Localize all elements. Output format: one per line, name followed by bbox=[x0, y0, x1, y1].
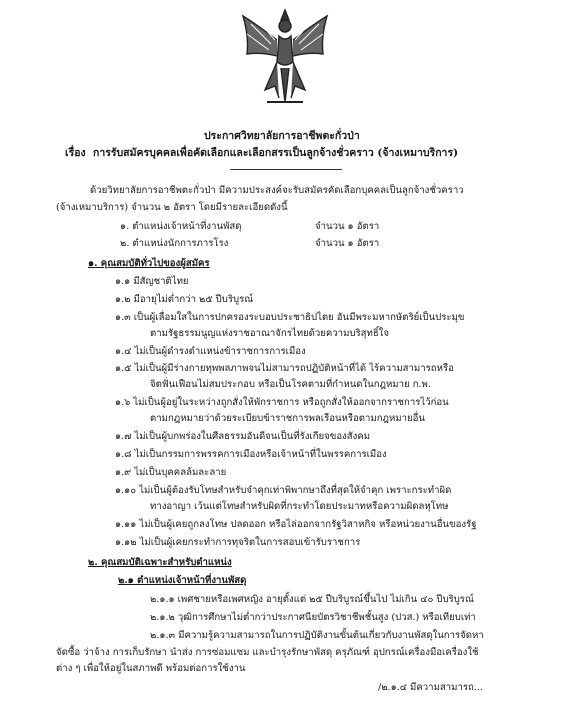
s2-item-cont: ต่าง ๆ เพื่อให้อยู่ในสภาพดี พร้อมต่อการใช้งาน bbox=[56, 663, 246, 674]
s1-item: ๑.๖ ไม่เป็นผู้อยู่ในระหว่างถูกสั่งให้พักราชการ หรือถูกสั่งให้ออกจากราชการไว้ก่อน bbox=[115, 397, 449, 408]
position-1-label: ๑. ตำแหน่งเจ้าหน้าที่งานพัสดุ bbox=[120, 221, 242, 232]
position-1-count: จำนวน ๑ อัตรา bbox=[315, 221, 380, 232]
section-2-1-heading: ๒.๑ ตำแหน่งเจ้าหน้าที่งานพัสดุ bbox=[118, 575, 247, 586]
s1-item: ๑.๕ ไม่เป็นผู้มีร่างกายทุพพลภาพจนไม่สามารถปฏิบัติหน้าที่ได้ ไร้ความสามารถหรือ bbox=[115, 363, 454, 374]
subject-text: การรับสมัครบุคคลเพื่อคัดเลือกและเลือกสรรเป็นลูกจ้างชั่วคราว (จ้างเหมาบริการ) bbox=[92, 147, 459, 159]
intro-line-1: ด้วยวิทยาลัยการอาชีพตะกั่วป่า มีความประสงค์จะรับสมัครคัดเลือกบุคคลเป็นลูกจ้างชั่วคราว bbox=[90, 185, 464, 196]
s1-item-cont: จิตฟั่นเฟือนไม่สมประกอบ หรือเป็นโรคตามที่กำหนดในกฎหมาย ก.พ. bbox=[150, 379, 431, 390]
garuda-emblem-icon bbox=[237, 6, 333, 110]
position-2-label: ๒. ตำแหน่งนักการภารโรง bbox=[120, 238, 229, 249]
intro-line-2: (จ้างเหมาบริการ) จำนวน ๒ อัตรา โดยมีรายละเอียดดังนี้ bbox=[56, 202, 288, 213]
s1-item: ๑.๙ ไม่เป็นบุคคลล้มละลาย bbox=[115, 467, 227, 478]
s2-item: ๒.๑.๒ วุฒิการศึกษาไม่ต่ำกว่าประกาศนียบัตรวิชาชีพชั้นสูง (ปวส.) หรือเทียบเท่า bbox=[150, 612, 476, 623]
s2-item: ๒.๑.๑ เพศชายหรือเพศหญิง อายุตั้งแต่ ๒๕ ปีบริบูรณ์ขึ้นไป ไม่เกิน ๔๐ ปีบริบูรณ์ bbox=[150, 594, 474, 605]
s1-item: ๑.๔ ไม่เป็นผู้ดำรงตำแหน่งข้าราชการการเมือง bbox=[115, 346, 306, 357]
s1-item-cont: ทางอาญา เว้นแต่โทษสำหรับผิดที่กระทำโดยประมาทหรือความผิดลหุโทษ bbox=[150, 501, 449, 512]
s1-item: ๑.๗ ไม่เป็นผู้บกพร่องในศีลธรรมอันดีจนเป็นที่รังเกียจของสังคม bbox=[115, 431, 371, 442]
announcement-title: ประกาศวิทยาลัยการอาชีพตะกั่วป่า bbox=[204, 130, 360, 142]
announcement-subject bbox=[65, 147, 458, 159]
section-2-heading: ๒. คุณสมบัติเฉพาะสำหรับตำแหน่ง bbox=[88, 557, 232, 568]
s1-item: ๑.๘ ไม่เป็นกรรมการพรรคการเมืองหรือเจ้าหน้าที่ในพรรคการเมือง bbox=[115, 449, 387, 460]
s1-item: ๑.๑ มีสัญชาติไทย bbox=[115, 276, 189, 287]
s1-item-cont: ตามรัฐธรรมนูญแห่งราชอาณาจักรไทยด้วยความบริสุทธิ์ใจ bbox=[150, 328, 389, 339]
s1-item: ๑.๒ มีอายุไม่ต่ำกว่า ๒๕ ปีบริบูรณ์ bbox=[115, 294, 254, 305]
s1-item: ๑.๑๐ ไม่เป็นผู้ต้องรับโทษสำหรับจำคุกเท่าพิพากษาถึงที่สุดให้จำคุก เพราะกระทำผิด bbox=[115, 485, 452, 496]
s1-item: ๑.๑๒ ไม่เป็นผู้เคยกระทำการทุจริตในการสอบเข้ารับราชการ bbox=[115, 537, 361, 548]
title-divider bbox=[230, 169, 342, 170]
s1-item: ๑.๓ เป็นผู้เลื่อมใสในการปกครองระบอบประชาธิปไตย อันมีพระมหากษัตริย์เป็นประมุข bbox=[115, 312, 465, 323]
s1-item-cont: ตามกฎหมายว่าด้วยระเบียบข้าราชการพลเรือนหรือตามกฎหมายอื่น bbox=[150, 413, 425, 424]
s2-item: ๒.๑.๓ มีความรู้ความสามารถในการปฏิบัติงานขั้นต้นเกี่ยวกับงานพัสดุในการจัดหา bbox=[150, 630, 484, 641]
s2-item-cont: จัดซื้อ ว่าจ้าง การเก็บรักษา นำส่ง การซ่อมแซม และบำรุงรักษาพัสดุ ครุภัณฑ์ อุปกรณ์เครื่องมือเครื่องใช้ bbox=[56, 647, 479, 658]
subject-label: เรื่อง bbox=[65, 147, 86, 159]
section-1-heading: ๑. คุณสมบัติทั่วไปของผู้สมัคร bbox=[88, 258, 210, 269]
continuation-note: /๒.๑.๔ มีความสามารถ... bbox=[378, 682, 483, 693]
s1-item: ๑.๑๑ ไม่เป็นผู้เคยถูกลงโทษ ปลดออก หรือไล่ออกจากรัฐวิสาหกิจ หรือหน่วยงานอื่นของรัฐ bbox=[115, 519, 477, 530]
position-2-count: จำนวน ๑ อัตรา bbox=[315, 238, 380, 249]
